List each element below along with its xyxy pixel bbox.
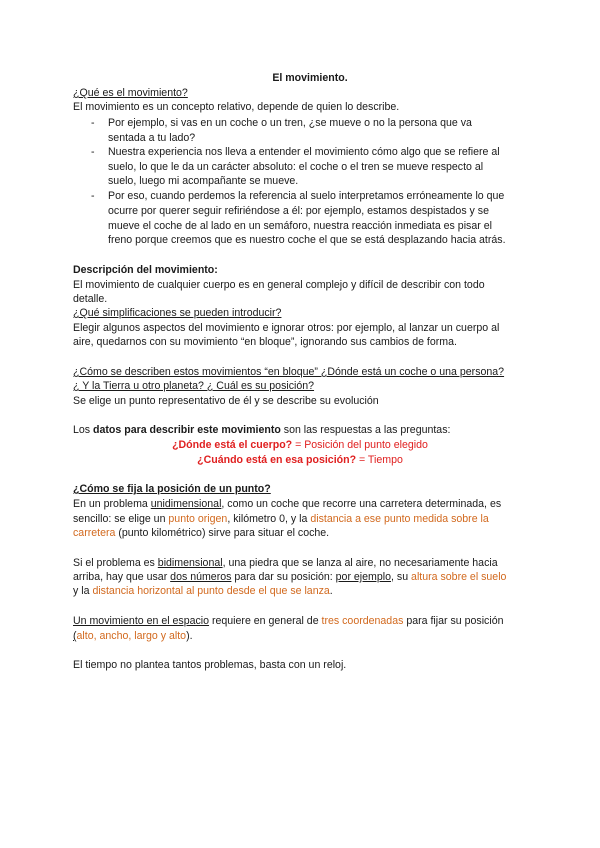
paragraph-line: aire, quedarnos con su movimiento “en bloque”, ignorando sus cambios de forma. — [73, 336, 457, 348]
page-title: El movimiento. — [272, 72, 348, 84]
bullet-1-line: sentada a tu lado? — [108, 132, 196, 144]
paragraph-line: Un movimiento en el espacio requiere en general de tres coordenadas para fijar su posición — [73, 615, 504, 627]
section-heading-what-is-movement: ¿Qué es el movimiento? — [73, 87, 188, 99]
bullet-3-line: freno porque creemos que es nuestro coche el que se está desplazando hacia atrás. — [108, 234, 506, 246]
bullet-3-line: ocurre por querer seguir refiriéndose a él: por ejemplo, estamos despistados y se — [108, 205, 489, 217]
question-when: ¿Cuándo está en esa posición? = Tiempo — [197, 454, 403, 466]
paragraph-intro: El movimiento es un concepto relativo, depende de quien lo describe. — [73, 101, 400, 113]
paragraph-line: sencillo: se elige un punto origen, kilómetro 0, y la distancia a ese punto medida sobre la — [73, 513, 489, 525]
paragraph-line: Se elige un punto representativo de él y se describe su evolución — [73, 395, 379, 407]
bullet-2-line: suelo, luego mi acompañante se mueve. — [108, 175, 299, 187]
paragraph-line: (alto, ancho, largo y alto). — [73, 630, 193, 642]
bullet-2-line: Nuestra experiencia nos lleva a entender el movimiento cómo algo que se refiere al — [108, 146, 500, 158]
question-where: ¿Dónde está el cuerpo? = Posición del punto elegido — [172, 439, 428, 451]
bullet-dash: - — [91, 117, 95, 129]
paragraph-line: arriba, hay que usar dos números para dar su posición: por ejemplo, su altura sobre el suelo — [73, 571, 507, 583]
paragraph-line: y la distancia horizontal al punto desde el que se lanza. — [73, 585, 333, 597]
paragraph-line: Si el problema es bidimensional, una piedra que se lanza al aire, no necesariamente hacia — [73, 557, 498, 569]
bullet-3-line: Por eso, cuando perdemos la referencia al suelo interpretamos erróneamente lo que — [108, 190, 505, 202]
bullet-dash: - — [91, 190, 95, 202]
bullet-dash: - — [91, 146, 95, 158]
paragraph-line: El movimiento de cualquier cuerpo es en general complejo y difícil de describir con todo — [73, 279, 485, 291]
section-heading-description: Descripción del movimiento: — [73, 264, 218, 276]
paragraph-line: detalle. — [73, 293, 108, 305]
question-line: ¿ Y la Tierra u otro planeta? ¿ Cuál es su posición? — [73, 380, 315, 392]
bullet-3-line: mueve el coche de al lado en un semáforo, nuestra reacción inmediata es pisar el — [108, 220, 492, 232]
question-simplifications: ¿Qué simplificaciones se pueden introducir? — [73, 307, 282, 319]
section-heading-position: ¿Cómo se fija la posición de un punto? — [73, 483, 271, 495]
paragraph-line: carretera (punto kilométrico) sirve para situar el coche. — [73, 527, 330, 539]
bullet-1-line: Por ejemplo, si vas en un coche o un tren, ¿se mueve o no la persona que va — [108, 117, 472, 129]
data-questions-intro: Los datos para describir este movimiento son las respuestas a las preguntas: — [73, 424, 451, 436]
question-line: ¿Cómo se describen estos movimientos “en bloque” ¿Dónde está un coche o una persona? — [73, 366, 505, 378]
paragraph-line: Elegir algunos aspectos del movimiento e ignorar otros: por ejemplo, al lanzar un cuerpo al — [73, 322, 500, 334]
bullet-2-line: suelo, lo que le da un carácter absoluto: el coche o el tren se mueve respecto al — [108, 161, 484, 173]
paragraph-line: En un problema unidimensional, como un coche que recorre una carretera determinada, es — [73, 498, 502, 510]
paragraph-line: El tiempo no plantea tantos problemas, basta con un reloj. — [73, 659, 347, 671]
